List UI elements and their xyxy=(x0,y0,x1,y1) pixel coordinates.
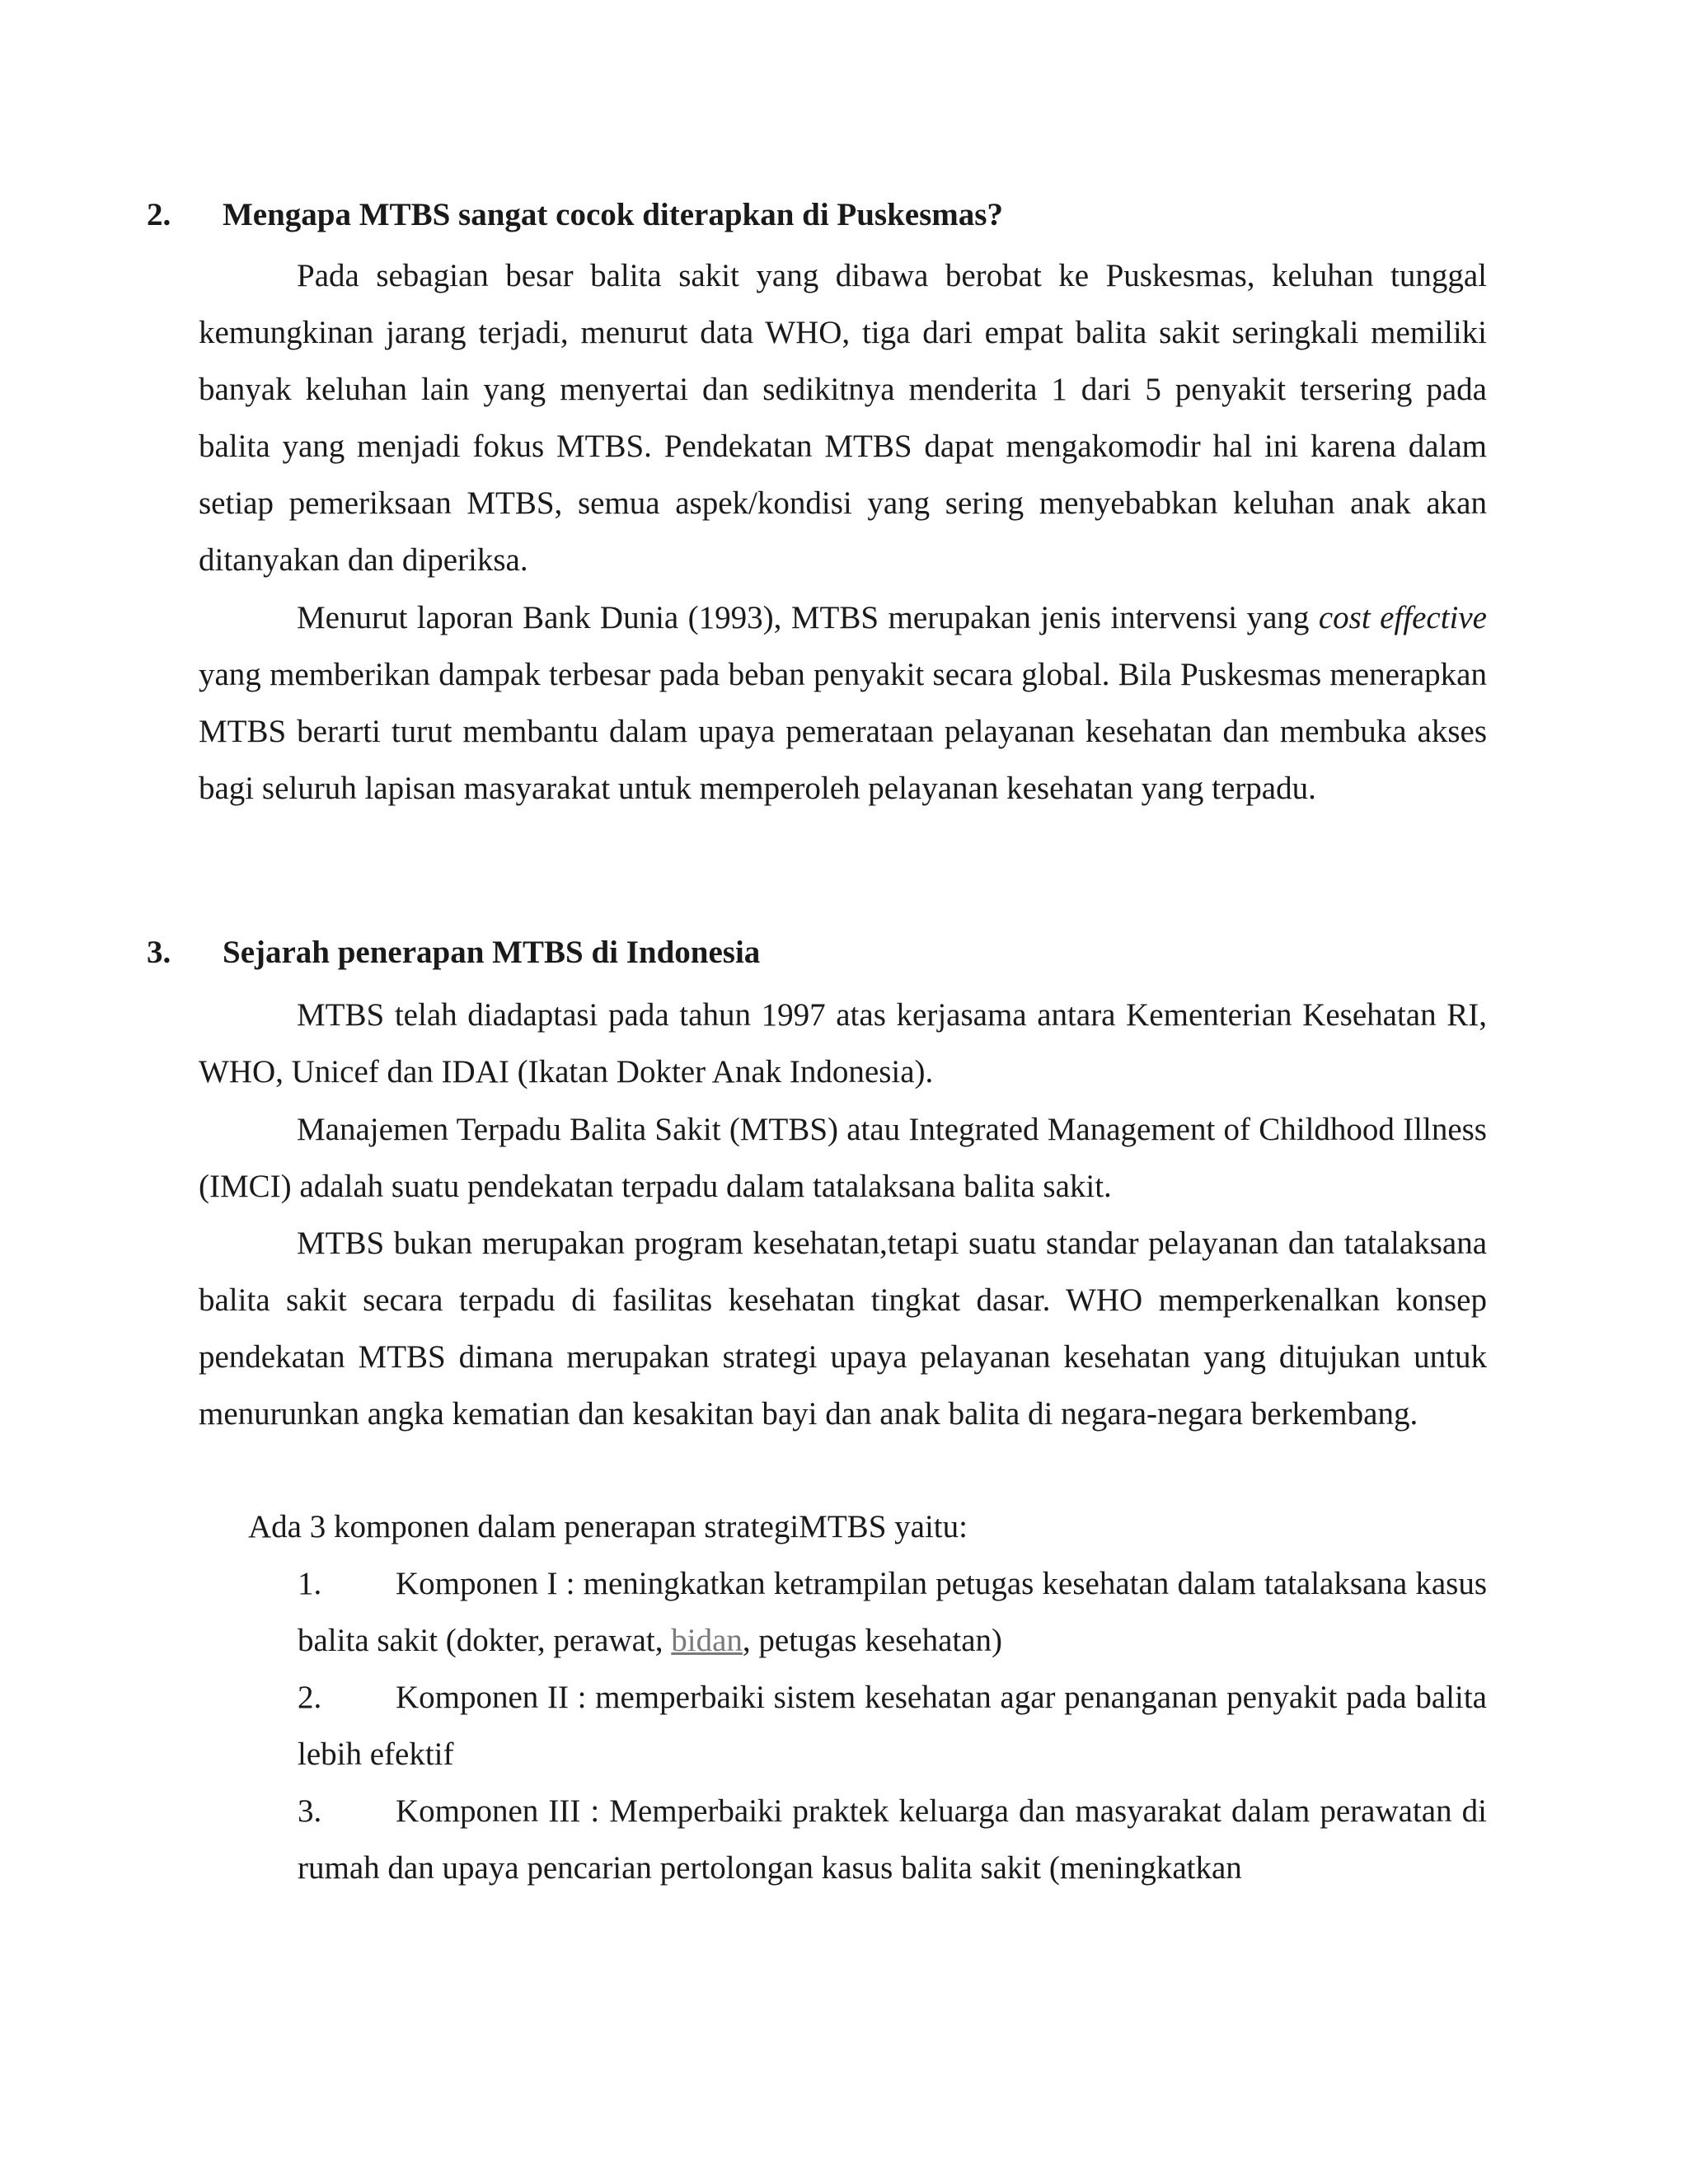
bidan-link[interactable]: bidan xyxy=(671,1623,743,1658)
paragraph-text: yang memberikan dampak terbesar pada beban penyakit secara global. Bila Puskesmas menerapkan MTBS berarti turut membantu dalam upaya pemerataan pelayanan kesehatan dan membuka akses bagi seluruh lapisan masyarakat untuk memperoleh pelayanan kesehatan yang terpadu. xyxy=(199,657,1487,806)
paragraph-text: Menurut laporan Bank Dunia (1993), MTBS merupakan jenis intervensi yang xyxy=(297,600,1319,635)
italic-term: cost effective xyxy=(1318,600,1487,635)
list-item-number: 3. xyxy=(298,1793,322,1829)
section-3-paragraph-2: Manajemen Terpadu Balita Sakit (MTBS) atau Integrated Management of Childhood Illness (IMCI) adalah suatu pendekatan terpadu dalam tatalaksana balita sakit. xyxy=(199,1112,1487,1204)
list-item-text: Komponen III : Memperbaiki praktek keluarga dan masyarakat dalam perawatan di rumah dan upaya pencarian pertolongan kasus balita sakit (meningkatkan xyxy=(298,1793,1487,1886)
list-item xyxy=(298,1669,1487,1783)
section-3-title: Sejarah penerapan MTBS di Indonesia xyxy=(223,935,761,970)
components-intro: Ada 3 komponen dalam penerapan strategiMTBS yaitu: xyxy=(248,1509,968,1544)
section-2-paragraph-1: Pada sebagian besar balita sakit yang dibawa berobat ke Puskesmas, keluhan tunggal kemungkinan jarang terjadi, menurut data WHO, tiga dari empat balita sakit seringkali memiliki banyak keluhan lain yang menyertai dan sedikitnya menderita 1 dari 5 penyakit tersering pada balita yang menjadi fokus MTBS. Pendekatan MTBS dapat mengakomodir hal ini karena dalam setiap pemeriksaan MTBS, semua aspek/kondisi yang sering menyebabkan keluhan anak akan ditanyakan dan diperiksa. xyxy=(199,258,1487,578)
list-item-number: 2. xyxy=(298,1680,322,1715)
section-2-number: 2. xyxy=(147,197,171,232)
list-item xyxy=(298,1783,1487,1896)
section-3-number: 3. xyxy=(147,935,171,970)
section-3-paragraph-3: MTBS bukan merupakan program kesehatan,tetapi suatu standar pelayanan dan tatalaksana balita sakit secara terpadu di fasilitas kesehatan tingkat dasar. WHO memperkenalkan konsep pendekatan MTBS dimana merupakan strategi upaya pelayanan kesehatan yang ditujukan untuk menurunkan angka kematian dan kesakitan bayi dan anak balita di negara-negara berkembang. xyxy=(199,1226,1487,1432)
section-2-heading xyxy=(147,196,1003,233)
section-2-paragraph-2 xyxy=(199,589,1487,817)
list-item-number: 1. xyxy=(298,1566,322,1601)
list-item-text: Komponen I : meningkatkan ketrampilan petugas kesehatan dalam tatalaksana kasus balita sakit (dokter, perawat, xyxy=(298,1566,1487,1658)
list-item xyxy=(298,1555,1487,1669)
section-2-title: Mengapa MTBS sangat cocok diterapkan di Puskesmas? xyxy=(223,197,1003,232)
section-3-paragraph-1: MTBS telah diadaptasi pada tahun 1997 atas kerjasama antara Kementerian Kesehatan RI, WHO, Unicef dan IDAI (Ikatan Dokter Anak Indonesia). xyxy=(199,997,1487,1090)
list-item-text: Komponen II : memperbaiki sistem kesehatan agar penanganan penyakit pada balita lebih efektif xyxy=(298,1680,1487,1772)
section-3-heading xyxy=(147,934,760,971)
list-item-text: , petugas kesehatan) xyxy=(742,1623,1003,1658)
